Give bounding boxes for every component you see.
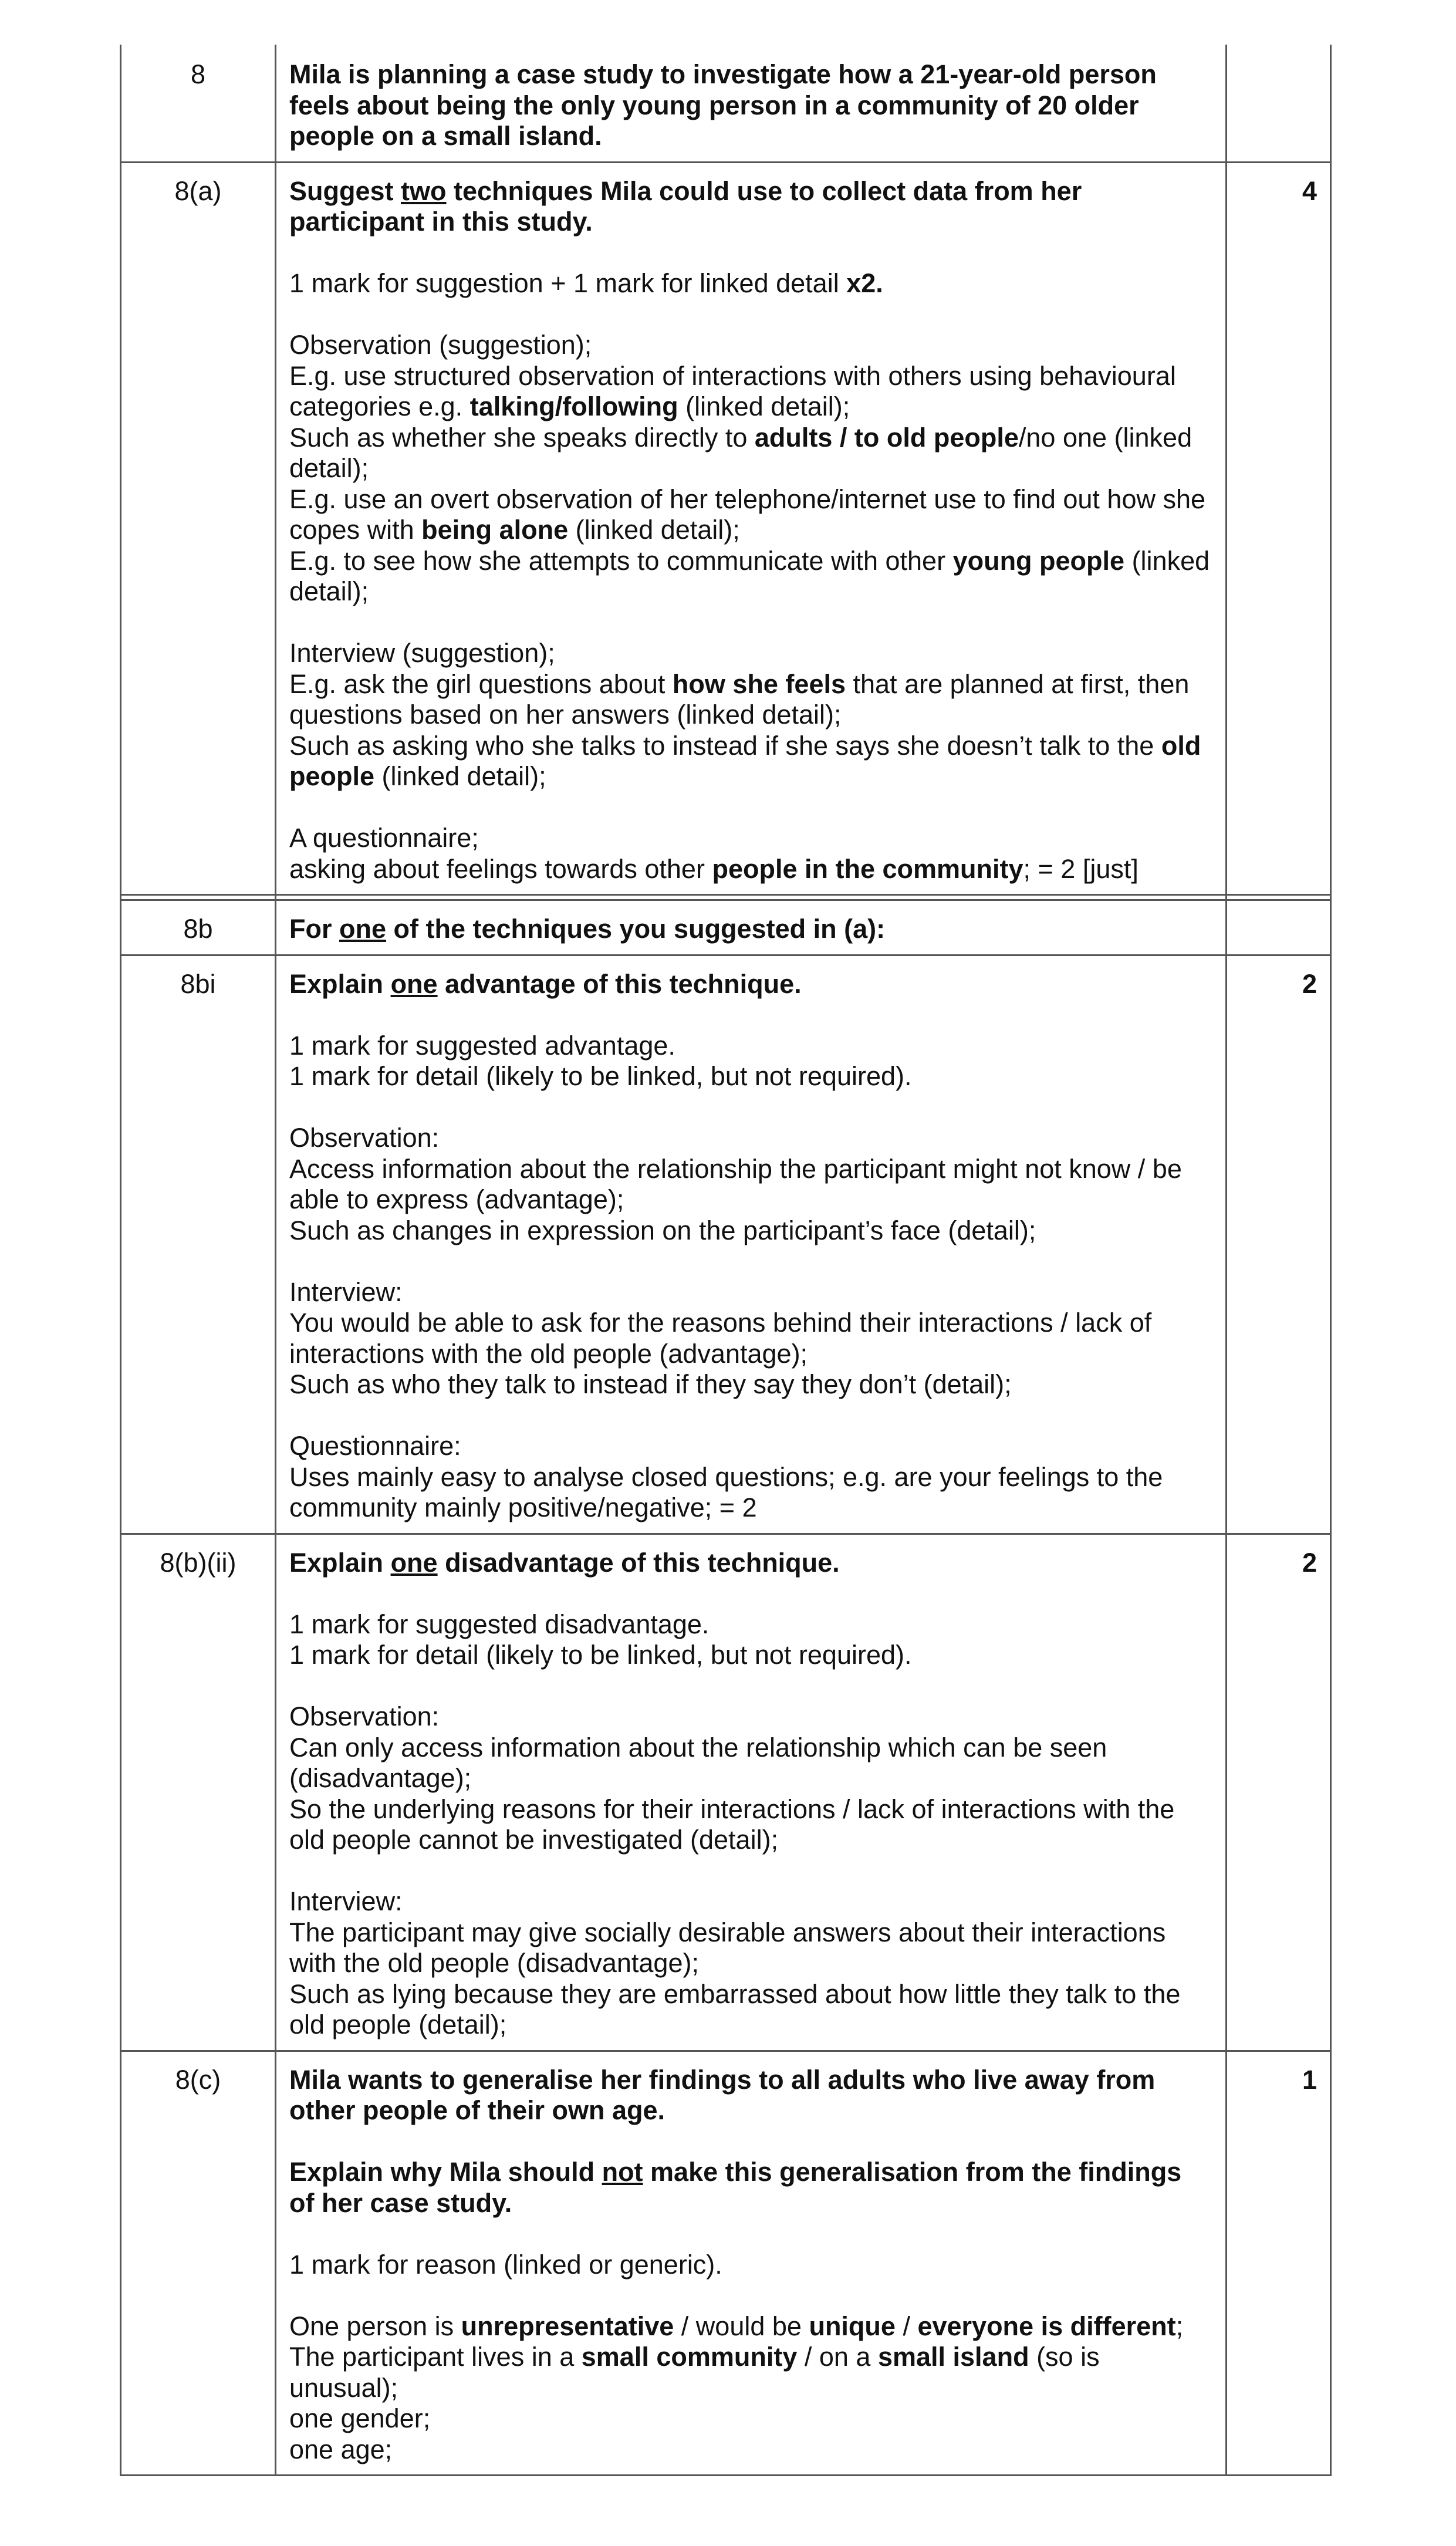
- text-line: [289, 484, 1212, 546]
- question-content: [276, 162, 1227, 895]
- mark-scheme-table: [120, 45, 1332, 2476]
- text-line: [289, 1369, 1212, 1400]
- answer-paragraph: [289, 969, 1212, 1000]
- text-line: [289, 638, 1212, 669]
- bold-text: Mila is planning a case study to investigate how a 21-year-old person feels about being the only young person in a community of 20 older people on a small island.: [289, 59, 1157, 151]
- table-row-q8bii: [121, 1534, 1331, 2051]
- text-run: You would be able to ask for the reasons behind their interactions / lack of interactions with the old people (advantage);: [289, 1308, 1152, 1369]
- text-run: 1 mark for suggestion + 1 mark for linked detail: [289, 268, 847, 298]
- underlined-emphasis: one: [390, 968, 438, 999]
- divider-cell: [121, 895, 276, 900]
- text-run: ;: [1175, 2311, 1184, 2341]
- answer-paragraph: [289, 2250, 1212, 2281]
- text-run: (so is unusual);: [289, 2342, 1100, 2403]
- table-divider-row: [121, 895, 1331, 900]
- text-run: Observation (suggestion);: [289, 330, 592, 360]
- text-line: [289, 731, 1212, 792]
- text-line: [289, 59, 1212, 152]
- marks-cell: 4: [1227, 162, 1331, 895]
- text-run: A questionnaire;: [289, 823, 479, 853]
- answer-paragraph: [289, 2311, 1212, 2466]
- text-line: [289, 1609, 1212, 1640]
- answer-paragraph: [289, 1431, 1212, 1524]
- text-run: Access information about the relationship the participant might not know / be able to express (advantage);: [289, 1153, 1182, 1214]
- bold-text: make this generalisation from the findings of her case study.: [289, 2157, 1182, 2218]
- text-run: Such as changes in expression on the participant’s face (detail);: [289, 1215, 1036, 1245]
- text-line: [289, 423, 1212, 484]
- text-run: Such as whether she speaks directly to: [289, 422, 755, 453]
- bold-text: being alone: [421, 515, 569, 545]
- answer-paragraph: [289, 2157, 1212, 2219]
- answer-paragraph: [289, 823, 1212, 884]
- bold-text: talking/following: [469, 391, 678, 421]
- text-run: that are planned at first, then questions based on her answers (linked detail);: [289, 668, 1190, 730]
- bold-text: disadvantage of this technique.: [437, 1547, 840, 1578]
- answer-paragraph: [289, 1548, 1212, 1579]
- underlined-emphasis: two: [401, 175, 447, 206]
- text-line: [289, 1061, 1212, 1092]
- answer-paragraph: [289, 1031, 1212, 1092]
- text-line: [289, 1640, 1212, 1671]
- text-run: one gender;: [289, 2403, 431, 2433]
- text-run: (linked detail);: [374, 761, 546, 791]
- answer-paragraph: [289, 176, 1212, 238]
- marks-cell: 1: [1227, 2051, 1331, 2476]
- text-line: [289, 361, 1212, 423]
- answer-paragraph: [289, 1277, 1212, 1400]
- question-content: [276, 2051, 1227, 2476]
- text-run: Such as lying because they are embarrassed about how little they talk to the old people (detail);: [289, 1978, 1181, 2039]
- answer-paragraph: [289, 1609, 1212, 1671]
- text-run: E.g. use structured observation of interactions with others using behavioural categories e.g.: [289, 360, 1176, 421]
- text-line: [289, 1123, 1212, 1154]
- text-line: [289, 1979, 1212, 2041]
- underlined-emphasis: one: [339, 914, 387, 944]
- text-run: Questionnaire:: [289, 1431, 461, 1461]
- question-number: 8(c): [121, 2051, 276, 2476]
- text-run: (linked detail);: [568, 515, 740, 545]
- text-line: [289, 2250, 1212, 2281]
- text-line: [289, 1701, 1212, 1733]
- bold-text: unrepresentative: [461, 2311, 674, 2341]
- bold-text: Suggest: [289, 175, 401, 206]
- bold-text: [391, 1548, 438, 1578]
- answer-paragraph: [289, 1123, 1212, 1246]
- text-line: [289, 2157, 1212, 2219]
- divider-cell: [276, 895, 1227, 900]
- text-run: Uses mainly easy to analyse closed questions; e.g. are your feelings to the community mainly positive/negative; = 2: [289, 1461, 1163, 1522]
- text-line: [289, 2434, 1212, 2466]
- table-row-q8: [121, 46, 1331, 163]
- text-run: asking about feelings towards other: [289, 853, 712, 884]
- text-line: [289, 823, 1212, 854]
- text-run: Such as who they talk to instead if they say they don’t (detail);: [289, 1369, 1012, 1399]
- bold-text: small community: [581, 2342, 798, 2372]
- text-run: Observation:: [289, 1123, 440, 1153]
- answer-paragraph: [289, 638, 1212, 792]
- bold-text: old people: [289, 730, 1201, 791]
- text-line: [289, 2311, 1212, 2342]
- underlined-emphasis: one: [390, 1547, 438, 1578]
- text-line: [289, 1308, 1212, 1369]
- text-run: ; = 2 [just]: [1023, 853, 1139, 884]
- text-run: 1 mark for suggested disadvantage.: [289, 1609, 710, 1639]
- bold-text: unique: [809, 2311, 896, 2341]
- table-row-q8c: [121, 2051, 1331, 2476]
- text-line: [289, 2065, 1212, 2126]
- bold-text: [401, 176, 446, 206]
- underlined-emphasis: not: [602, 2157, 643, 2187]
- bold-text: [391, 969, 438, 999]
- text-run: Observation:: [289, 1701, 440, 1731]
- text-run: 1 mark for reason (linked or generic).: [289, 2249, 722, 2280]
- text-line: [289, 1215, 1212, 1247]
- question-number: 8(b)(ii): [121, 1534, 276, 2051]
- text-line: [289, 969, 1212, 1000]
- text-run: Interview:: [289, 1277, 403, 1307]
- bold-text: Explain: [289, 1547, 391, 1578]
- text-run: E.g. to see how she attempts to communicate with other: [289, 545, 953, 576]
- text-line: [289, 1431, 1212, 1462]
- text-run: (linked detail);: [289, 545, 1210, 606]
- bold-text: everyone is different: [917, 2311, 1176, 2341]
- text-run: Can only access information about the relationship which can be seen (disadvantage);: [289, 1732, 1107, 1793]
- bold-text: Mila wants to generalise her findings to all adults who live away from other people of their own age.: [289, 2064, 1156, 2125]
- bold-text: how she feels: [672, 668, 846, 699]
- text-run: Such as asking who she talks to instead if she says she doesn’t talk to the: [289, 730, 1161, 761]
- table-row-q8bi: [121, 955, 1331, 1534]
- answer-paragraph: [289, 2065, 1212, 2126]
- mark-scheme-page: [120, 45, 1330, 2476]
- text-line: [289, 546, 1212, 607]
- text-run: 1 mark for suggested advantage.: [289, 1030, 675, 1061]
- table-row-q8b: [121, 900, 1331, 955]
- text-run: One person is: [289, 2311, 461, 2341]
- marks-cell: 2: [1227, 1534, 1331, 2051]
- text-line: [289, 1794, 1212, 1856]
- text-run: / would be: [674, 2311, 809, 2341]
- text-run: /: [895, 2311, 918, 2341]
- text-run: E.g. ask the girl questions about: [289, 668, 673, 699]
- text-run: E.g. use an overt observation of her telephone/internet use to find out how she copes with: [289, 484, 1206, 545]
- text-run: (linked detail);: [678, 391, 850, 421]
- text-run: 1 mark for detail (likely to be linked, but not required).: [289, 1640, 912, 1670]
- text-run: / on a: [797, 2342, 878, 2372]
- bold-text: of the techniques you suggested in (a):: [386, 914, 886, 944]
- bold-text: advantage of this technique.: [437, 968, 802, 999]
- bold-text: adults / to old people: [754, 422, 1019, 453]
- answer-paragraph: [289, 330, 1212, 607]
- question-content: [276, 955, 1227, 1534]
- bold-text: [602, 2157, 643, 2187]
- text-line: [289, 669, 1212, 731]
- question-number: 8bi: [121, 955, 276, 1534]
- text-line: [289, 1548, 1212, 1579]
- text-line: [289, 1154, 1212, 1215]
- bold-text: young people: [952, 545, 1125, 576]
- marks-cell: [1227, 900, 1331, 955]
- text-line: [289, 2403, 1212, 2434]
- divider-cell: [1227, 895, 1331, 900]
- bold-text: Explain: [289, 968, 391, 999]
- text-line: [289, 1917, 1212, 1979]
- text-line: [289, 330, 1212, 361]
- answer-paragraph: [289, 268, 1212, 299]
- answer-paragraph: [289, 1886, 1212, 2041]
- text-run: /no one (linked detail);: [289, 422, 1192, 483]
- bold-text: Explain why Mila should: [289, 2157, 602, 2187]
- answer-paragraph: [289, 1701, 1212, 1856]
- question-content: [276, 46, 1227, 163]
- question-number: 8b: [121, 900, 276, 955]
- text-line: [289, 1277, 1212, 1308]
- text-run: 1 mark for detail (likely to be linked, but not required).: [289, 1061, 912, 1091]
- bold-text: people in the community: [712, 853, 1023, 884]
- marks-cell: 2: [1227, 955, 1331, 1534]
- bold-text: [339, 914, 386, 944]
- text-line: [289, 268, 1212, 299]
- bold-text: techniques Mila could use to collect data from her participant in this study.: [289, 175, 1082, 237]
- answer-paragraph: [289, 914, 1212, 945]
- text-run: Interview (suggestion);: [289, 638, 555, 668]
- question-content: [276, 1534, 1227, 2051]
- text-run: The participant may give socially desirable answers about their interactions with the old people (disadvantage);: [289, 1917, 1166, 1978]
- text-line: [289, 1031, 1212, 1062]
- text-line: [289, 2342, 1212, 2403]
- bold-text: small island: [877, 2342, 1029, 2372]
- table-row-q8a: [121, 162, 1331, 895]
- marks-cell: [1227, 46, 1331, 163]
- answer-paragraph: [289, 59, 1212, 152]
- question-content: [276, 900, 1227, 955]
- text-run: one age;: [289, 2434, 393, 2464]
- bold-text: For: [289, 914, 339, 944]
- text-line: [289, 1733, 1212, 1794]
- text-line: [289, 914, 1212, 945]
- question-number: 8(a): [121, 162, 276, 895]
- text-run: The participant lives in a: [289, 2342, 582, 2372]
- text-line: [289, 854, 1212, 885]
- text-line: [289, 1462, 1212, 1524]
- bold-text: x2.: [846, 268, 883, 298]
- question-number: 8: [121, 46, 276, 163]
- text-line: [289, 1886, 1212, 1917]
- text-run: So the underlying reasons for their interactions / lack of interactions with the old people cannot be investigated (detail);: [289, 1794, 1175, 1855]
- text-line: [289, 176, 1212, 238]
- text-run: Interview:: [289, 1886, 403, 1916]
